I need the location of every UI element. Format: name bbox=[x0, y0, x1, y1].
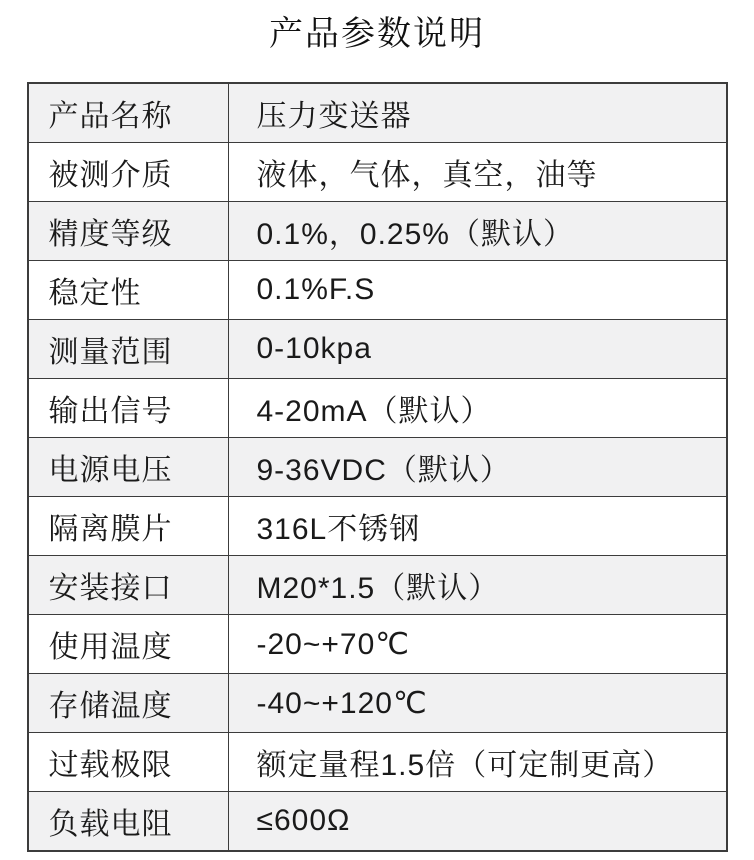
spec-label: 稳定性 bbox=[28, 261, 229, 320]
spec-table-body bbox=[28, 83, 727, 851]
spec-label: 使用温度 bbox=[28, 615, 229, 674]
product-spec-table bbox=[27, 82, 728, 852]
spec-value: 4-20mA（默认） bbox=[228, 379, 727, 438]
table-row bbox=[28, 261, 727, 320]
spec-value: 额定量程1.5倍（可定制更高） bbox=[228, 733, 727, 792]
table-row bbox=[28, 83, 727, 143]
table-row bbox=[28, 143, 727, 202]
spec-value: 9-36VDC（默认） bbox=[228, 438, 727, 497]
spec-label: 被测介质 bbox=[28, 143, 229, 202]
table-row bbox=[28, 202, 727, 261]
table-row bbox=[28, 497, 727, 556]
spec-value: -20~+70℃ bbox=[228, 615, 727, 674]
page-title: 产品参数说明 bbox=[269, 15, 485, 53]
spec-label: 存储温度 bbox=[28, 674, 229, 733]
spec-label: 精度等级 bbox=[28, 202, 229, 261]
spec-value: 压力变送器 bbox=[228, 83, 727, 143]
spec-label: 输出信号 bbox=[28, 379, 229, 438]
table-row bbox=[28, 615, 727, 674]
spec-value: 0.1%，0.25%（默认） bbox=[228, 202, 727, 261]
table-row bbox=[28, 320, 727, 379]
table-row bbox=[28, 379, 727, 438]
spec-value: ≤600Ω bbox=[228, 792, 727, 852]
spec-label: 产品名称 bbox=[28, 83, 229, 143]
spec-label: 电源电压 bbox=[28, 438, 229, 497]
spec-label: 过载极限 bbox=[28, 733, 229, 792]
spec-value: 0.1%F.S bbox=[228, 261, 727, 320]
spec-value: M20*1.5（默认） bbox=[228, 556, 727, 615]
table-row bbox=[28, 733, 727, 792]
table-row bbox=[28, 438, 727, 497]
table-row bbox=[28, 792, 727, 852]
spec-value: 0-10kpa bbox=[228, 320, 727, 379]
spec-label: 负载电阻 bbox=[28, 792, 229, 852]
spec-label: 安装接口 bbox=[28, 556, 229, 615]
spec-label: 隔离膜片 bbox=[28, 497, 229, 556]
spec-value: -40~+120℃ bbox=[228, 674, 727, 733]
table-row bbox=[28, 556, 727, 615]
spec-value: 液体，气体，真空，油等 bbox=[228, 143, 727, 202]
spec-value: 316L不锈钢 bbox=[228, 497, 727, 556]
spec-label: 测量范围 bbox=[28, 320, 229, 379]
table-row bbox=[28, 674, 727, 733]
